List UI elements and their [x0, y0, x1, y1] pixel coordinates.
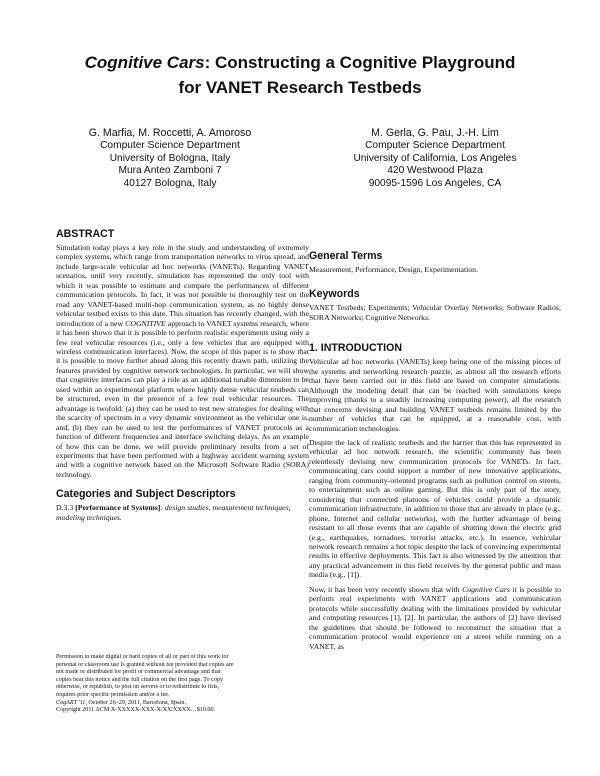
keywords-section [309, 288, 561, 322]
abstract-text-em: COGNITIVE [125, 318, 166, 328]
left-column [56, 228, 309, 531]
abstract-text-a: Simulation today plays a key role in the study and understanding of extremely complex systems, which range from transportation networks to virus spread, and include large-scale vehicular ad hoc networks (VANETs). Regarding VANET scenarios, until very recently, simulation has represented the only tool with which it was possible to estimate and compare the performances of different communication protocols. In fact, it was not possible to thoroughly test on the road any VANET-based multi-hop communication system, as no highly dense vehicular testbed exists to this date. This situation has recently changed, with the introduction of a new [56, 243, 309, 328]
intro-p3-a: Now, it has been very recently shown that with [309, 584, 463, 594]
author-address-2: 40127 Bologna, Italy [123, 177, 217, 189]
title-rest: : Constructing a Cognitive Playground [204, 53, 516, 72]
abstract-text [56, 243, 309, 479]
general-terms-heading: General Terms [309, 250, 383, 262]
author-university: University of California, Los Angeles [353, 152, 517, 164]
abstract-section [56, 228, 309, 479]
introduction-paragraph-3 [309, 585, 561, 651]
author-names: M. Gerla, G. Pau, J.-H. Lim [371, 127, 499, 139]
right-column [309, 250, 561, 660]
introduction-section [309, 342, 561, 651]
permission-line: requires prior specific permission and/or a fee. [56, 691, 170, 698]
general-terms-section [309, 250, 561, 274]
permission-line: not made or distributed for profit or commercial advantage and that [56, 669, 221, 676]
author-address-1: Mura Anteo Zamboni 7 [118, 165, 222, 177]
abstract-heading: ABSTRACT [56, 228, 115, 240]
author-block-ucla [335, 127, 535, 190]
title-line-2: for VANET Research Testbeds [178, 78, 422, 97]
author-block-bologna [70, 127, 270, 190]
intro-p3-b: it is possible to perform real experiments with VANET applications and communication protocols while successfully dealing with the limitations provided by vehicular and computing resources [1], [2]. In particular, the authors of [2] have devised the guidelines that should be followed to reconstruct the situation that a communication protocol would experience on a street while running on a VANET, as [309, 584, 561, 651]
author-names: G. Marfia, M. Roccetti, A. Amoroso [88, 127, 252, 139]
permission-line: copies bear this notice and the full citation on the first page. To copy [56, 676, 223, 683]
conference-line [56, 700, 309, 708]
categories-text [56, 503, 309, 522]
keywords-text: VANET Testbeds; Experiments; Vehicular Overlay Networks; Software Radios; SORA Networks; Cognitive Networks. [309, 303, 561, 322]
permission-line: personal or classroom use is granted without fee provided that copies are [56, 661, 234, 668]
categories-bold: [Performance of Systems] [75, 503, 161, 513]
abstract-text-b: approach to VANET systems research, where it has been shown that it is possible to perform realistic experiments using only a few real vehicular resources (i.e., only a few vehicles that are equipped with wireless communication interfaces). Now, the scope of this paper is to show that it is possible to move further ahead along this recently drawn path, utilizing the features provided by cognitive network technologies. In particular, we will show that cognitive interfaces can play a role as an additional tunable dimension to be used within an experimental platform where highly dense vehicular testbeds can be structured, even in the presence of a few real vehicular resources. The advantage is twofold: (a) they can be used to test new strategies for dealing with the scarcity of spectrum in a very dynamic environment as the vehicular one is, and, (b) they can be used to test the performances of VANET protocols as a function of different frequencies and interface switching delays. As an example of how this can be done, we will provide preliminary results from a set of experiments that have been performed with a highway accident warning system and with a cognitive network based on the Microsoft Software Radio (SORA) technology. [56, 318, 309, 479]
author-address-2: 90095-1596 Los Angeles, CA [368, 177, 502, 189]
intro-p3-em: Cognitive Cars [462, 584, 510, 594]
author-dept: Computer Science Department [100, 140, 240, 152]
categories-rest: : design studies, measurement techniques, modeling techniques. [56, 503, 291, 522]
copyright-line: Copyright 2011 ACM X-XXXXX-XXX-X/XX/XXXX…$10.00. [56, 707, 216, 714]
permission-notice [56, 654, 309, 715]
author-dept: Computer Science Department [365, 140, 505, 152]
introduction-paragraph-1: Vehicular ad hoc networks (VANETs) keep being one of the missing pieces of the systems and networking research puzzle, as almost all the research efforts that have been carried out in this field are based on computer simulations. Although the modeling detail that can be reached with simulations keeps improving (thanks to a steadily increasing computing power), all the research that concerns devising and building VANET testbeds remains limited by the number of vehicles that can be equipped, at a reasonable cost, with communication technologies. [309, 357, 561, 433]
conference-name: CogART '11 [56, 699, 86, 706]
author-address-1: 420 Westwood Plaza [387, 165, 483, 177]
keywords-heading: Keywords [309, 288, 360, 301]
permission-line: Permission to make digital or hard copies of all or part of this work for [56, 654, 229, 660]
paper-title [0, 50, 600, 100]
categories-heading: Categories and Subject Descriptors [56, 488, 236, 501]
conference-details: , October 26–29, 2011, Barcelona, Spain. [85, 699, 186, 706]
categories-section [56, 488, 309, 522]
introduction-paragraph-2: Despite the lack of realistic testbeds and the barrier that this has represented in vehicular ad hoc network research, the scientific community has been relentlessly devising new communication protocols for VANETs. In fact, communicating cars could support a number of new innovative applications, ranging from community-oriented programs such as pollution control on streets, to entertainment such as online gaming. But this is only part of the story, considering that connected platoons of vehicles could provide a dynamic communication infrastructure, in addition to those that are already in place (e.g., phone, Internet and cellular networks), with the further advantage of being resistant to all those events that are capable of shutting down the electric grid (e.g., earthquakes, tornadoes, terrorist attacks, etc.). In essence, vehicular network research remains a hot topic despite the lack of convincing experimental results in effective deployments. This fact is also witnessed by the attention that any practical advancement in this field receives by the general public and mass media (e.g., [1]). [309, 437, 561, 580]
author-university: University of Bologna, Italy [109, 152, 231, 164]
title-italic: Cognitive Cars [84, 53, 205, 72]
general-terms-text: Measurement, Performance, Design, Experimentation. [309, 265, 478, 274]
introduction-heading: 1. INTRODUCTION [309, 342, 402, 355]
categories-code: D.3.3 [56, 503, 76, 513]
title-line-1 [0, 50, 600, 75]
permission-line: otherwise, or republish, to post on servers or to redistribute to lists, [56, 684, 220, 691]
